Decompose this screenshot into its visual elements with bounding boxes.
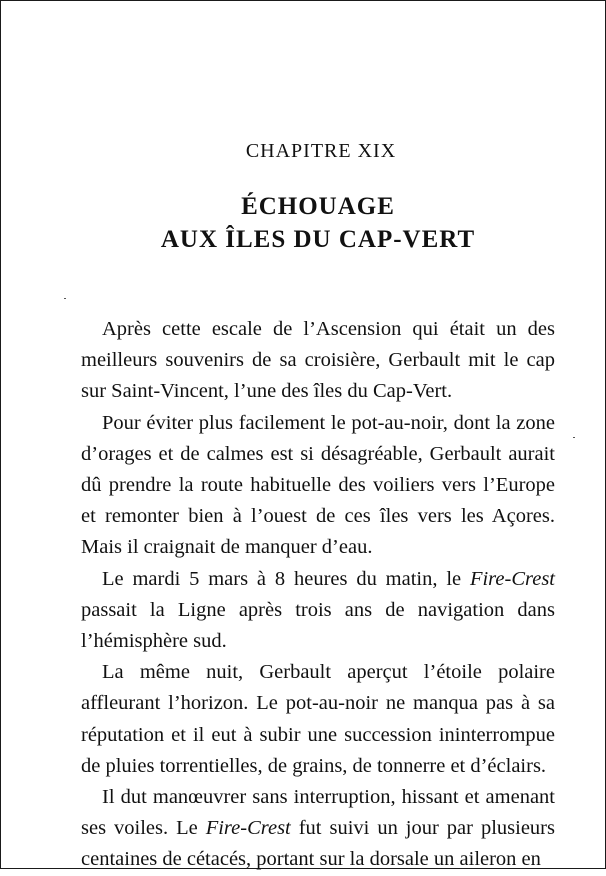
chapter-title-line-2: AUX ÎLES DU CAP-VERT: [160, 226, 476, 253]
scan-speck: [573, 437, 575, 438]
vessel-name: Fire-Crest: [205, 817, 291, 840]
paragraph-text: Après cette escale de l’Ascension qui était un des meilleurs souvenirs de sa croisière, Gerbault mit le cap sur Saint-Vincent, l’une des îles du Cap-Vert.: [81, 318, 555, 403]
body-text: [81, 314, 555, 876]
chapter-title-line-1: ÉCHOUAGE: [241, 193, 395, 220]
paragraph-text: passait la Ligne après trois ans de navigation dans l’hémisphère sud.: [81, 598, 555, 653]
chapter-number: CHAPITRE XIX: [245, 140, 397, 162]
paragraph-3: [81, 564, 555, 658]
paragraph-text: Il dut manœuvrer sans interruption, hissant et amenant ses voiles. Le: [81, 786, 555, 840]
paragraph-text: fut suivi un jour par plusieurs centaines de cétacés, portant sur la dorsale un aileron en: [81, 817, 555, 871]
vessel-name: Fire-Crest: [469, 567, 555, 590]
scan-speck: [64, 298, 66, 299]
paragraph-5: [81, 782, 555, 876]
paragraph-text: La même nuit, Gerbault aperçut l’étoile polaire affleurant l’horizon. Le pot-au-noir ne manqua pas à sa réputation et il eut à subir une succession ininterrompue de pluies torrentielles, de grains, de tonnerre et d’éclairs.: [81, 661, 555, 777]
paragraph-4: [81, 657, 555, 782]
paragraph-2: [81, 408, 555, 564]
paragraph-text: Le mardi 5 mars à 8 heures du matin, le: [102, 567, 470, 590]
paragraph-text: Pour éviter plus facilement le pot-au-noir, dont la zone d’orages et de calmes est si désagréable, Gerbault aurait dû prendre la route habituelle des voiliers vers l’Europe et remonter bien à l’ouest de ces îles vers les Açores. Mais il craignait de manquer d’eau.: [81, 411, 555, 559]
paragraph-1: [81, 314, 555, 408]
